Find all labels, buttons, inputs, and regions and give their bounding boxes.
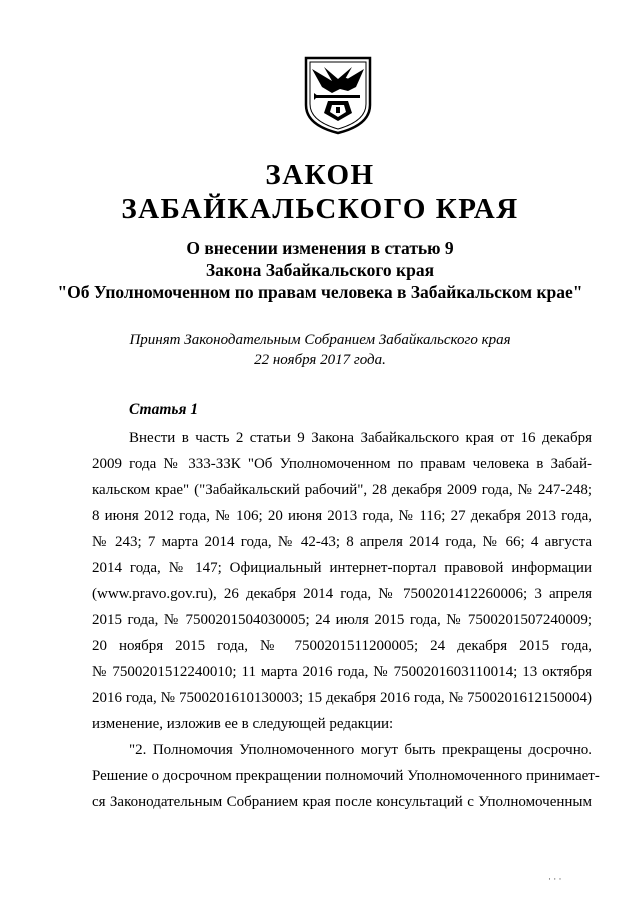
body-text-line: 8 июня 2012 года, № 106; 20 июня 2013 года, № 116; 27 декабря 2013 года,	[92, 508, 592, 524]
body-text-line: изменение, изложив ее в следующей редакции:	[92, 716, 394, 732]
footer-mark: · · ·	[548, 874, 562, 884]
region-title: ЗАБАЙКАЛЬСКОГО КРАЯ	[121, 193, 519, 225]
body-text-line: "2. Полномочия Уполномоченного могут быть прекращены досрочно.	[129, 742, 592, 758]
body-text-line: № 243; 7 марта 2014 года, № 42-43; 8 апреля 2014 года, № 66; 4 августа	[92, 534, 592, 550]
body-text-line: 2009 года № 333-ЗЗК "Об Уполномоченном по правам человека в Забай-	[92, 456, 592, 472]
body-text-line: Решение о досрочном прекращении полномочий Уполномоченного принимает-	[92, 768, 600, 784]
subtitle-line: Закона Забайкальского края	[205, 260, 435, 280]
body-text-line: 2016 года, № 7500201610130003; 15 декабря 2016 года, № 7500201612150004)	[92, 690, 592, 706]
accepted-date-line: 22 ноября 2017 года.	[254, 352, 386, 368]
body-text-line: 20 ноября 2015 года, № 7500201511200005; 24 декабря 2015 года,	[92, 638, 592, 654]
accepted-by-line: Принят Законодательным Собранием Забайкальского края	[129, 332, 511, 348]
subtitle-line: "Об Уполномоченном по правам человека в Забайкальском крае"	[57, 282, 583, 302]
body-text-line: 2015 года, № 7500201504030005; 24 июля 2015 года, № 7500201507240009;	[92, 612, 592, 628]
coat-of-arms-eagle-icon	[302, 55, 374, 135]
body-text-line: (www.pravo.gov.ru), 26 декабря 2014 года, № 7500201412260006; 3 апреля	[92, 586, 592, 602]
body-text-line: Внести в часть 2 статьи 9 Закона Забайкальского края от 16 декабря	[129, 430, 592, 446]
law-title: ЗАКОН	[265, 159, 375, 191]
body-text-line: кальском крае" ("Забайкальский рабочий", 28 декабря 2009 года, № 247-248;	[92, 482, 592, 498]
body-text-line: № 7500201512240010; 11 марта 2016 года, № 7500201603110014; 13 октября	[92, 664, 592, 680]
article-heading: Статья 1	[129, 401, 199, 418]
subtitle-line: О внесении изменения в статью 9	[186, 238, 454, 258]
body-text-line: ся Законодательным Собранием края после консультаций с Уполномоченным	[92, 794, 592, 810]
body-text-line: 2014 года, № 147; Официальный интернет-портал правовой информации	[92, 560, 592, 576]
